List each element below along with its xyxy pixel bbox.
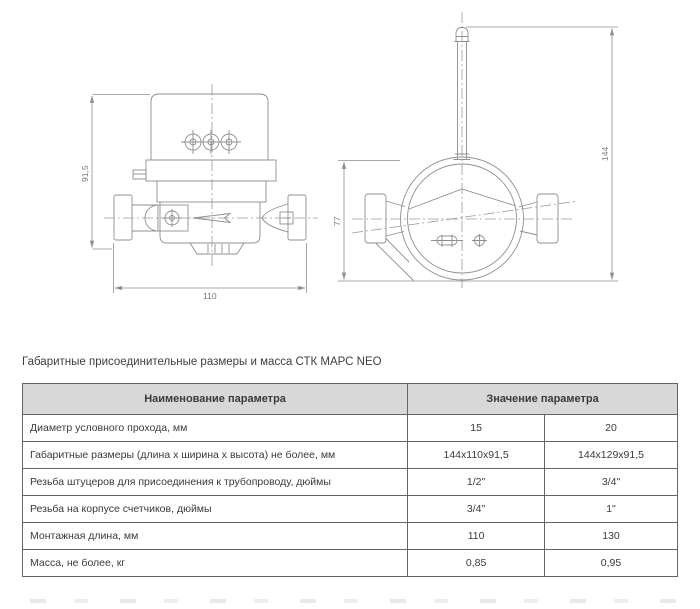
param-value-dn20: 0,95: [545, 550, 678, 577]
dim-label-front-length: 110: [203, 291, 217, 301]
dim-side-height: [466, 27, 618, 280]
cropped-content-hint: [30, 599, 680, 603]
table-row: [23, 415, 678, 442]
param-value-dn20: 20: [545, 415, 678, 442]
table-row: [23, 550, 678, 577]
dim-front-length: [114, 243, 307, 301]
param-value-dn20: 130: [545, 523, 678, 550]
param-name: Резьба на корпусе счетчиков, дюймы: [23, 496, 408, 523]
param-value-dn20: 1": [545, 496, 678, 523]
table-row: [23, 496, 678, 523]
table-header-row: [23, 384, 678, 415]
param-value-dn15: 0,85: [408, 550, 545, 577]
param-value-dn20: 144х129х91,5: [545, 442, 678, 469]
param-name: Монтажная длина, мм: [23, 523, 408, 550]
dim-side-width: [332, 161, 618, 282]
param-value-dn15: 110: [408, 523, 545, 550]
table-row: [23, 523, 678, 550]
param-value-dn15: 3/4": [408, 496, 545, 523]
seal-screws: [181, 130, 241, 154]
dim-label-side-height: 144: [600, 146, 610, 161]
dim-front-height: [80, 95, 150, 250]
dim-label-side-width: 77: [332, 216, 342, 226]
table-row: [23, 469, 678, 496]
param-value-dn20: 3/4": [545, 469, 678, 496]
dim-label-front-height: 91,5: [80, 165, 90, 182]
col-header-parameter-name: Наименование параметра: [23, 384, 408, 415]
param-name: Масса, не более, кг: [23, 550, 408, 577]
col-header-parameter-value: Значение параметра: [408, 384, 678, 415]
side-view: [332, 12, 618, 288]
param-name: Диаметр условного прохода, мм: [23, 415, 408, 442]
parameters-table: [22, 383, 678, 577]
param-name: Резьба штуцеров для присоединения к трубопроводу, дюймы: [23, 469, 408, 496]
section-title: Габаритные присоединительные размеры и масса СТК МАРС NEO: [22, 356, 382, 368]
table-row: [23, 442, 678, 469]
front-view: [80, 84, 318, 301]
param-value-dn15: 15: [408, 415, 545, 442]
param-name: Габаритные размеры (длина х ширина х высота) не более, мм: [23, 442, 408, 469]
param-value-dn15: 144х110х91,5: [408, 442, 545, 469]
param-value-dn15: 1/2": [408, 469, 545, 496]
